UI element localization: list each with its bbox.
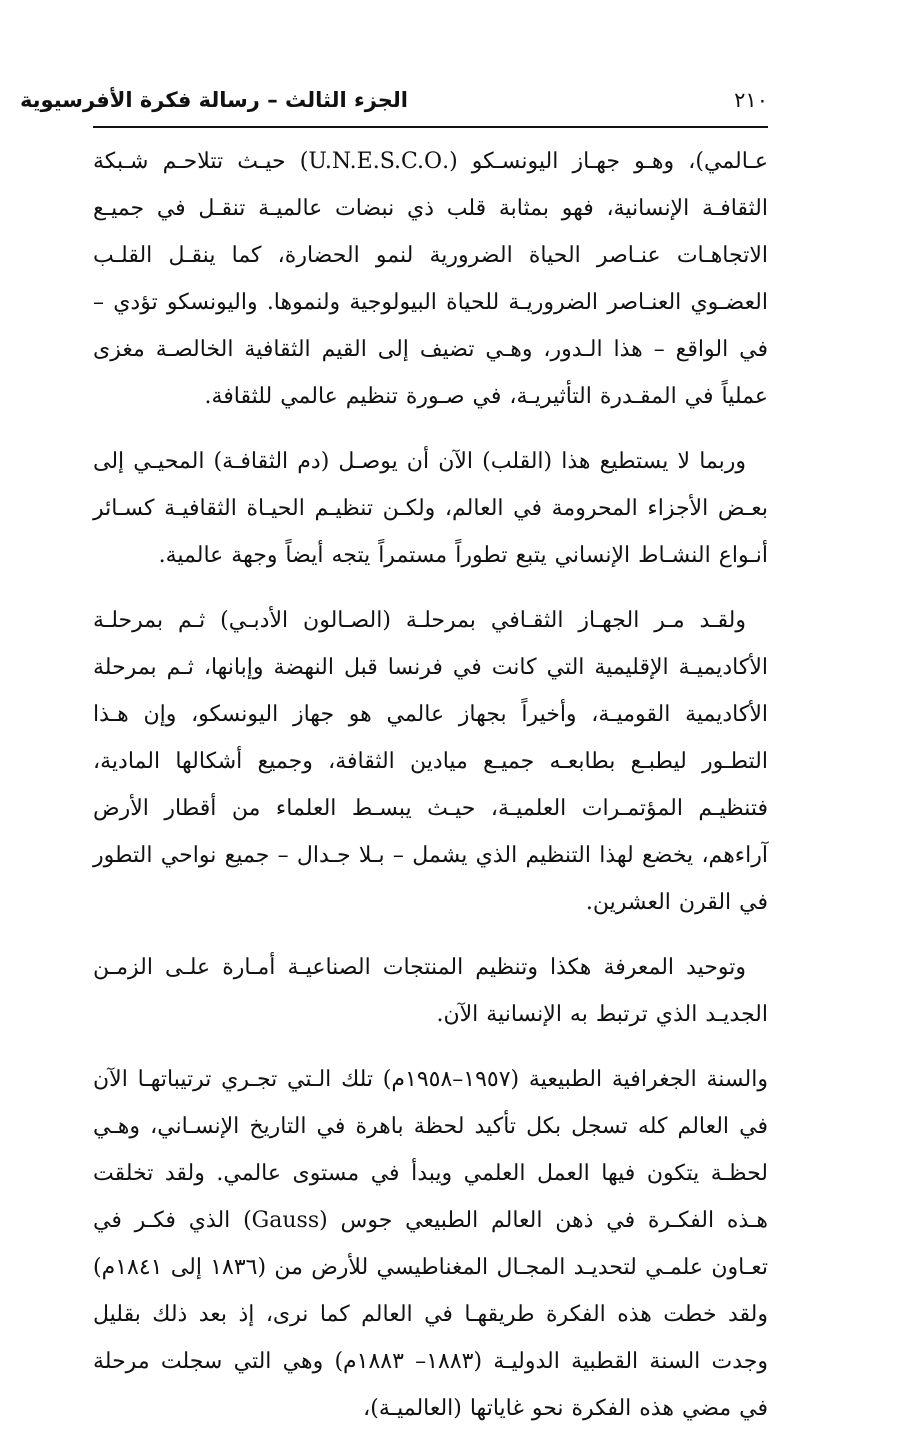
running-title: الجزء الثالث – رسالة فكرة الأفرسيوية [19, 88, 408, 112]
page-header [19, 86, 768, 128]
paragraph-3: ولقـد مـر الجهـاز الثقـافي بمرحلـة (الصـالون الأدبـي) ثـم بمرحلـة الأكاديميـة الإقليمية التي كانت في فرنسا قبل النهضة وإبانها، ثـم بمرحلة الأكاديمية القوميـة، وأخيراً بجهاز عالمي هو جهاز اليونسكو، وإن هـذا التطـور ليطبـع بطابعـه جميـع ميادين الثقافة، وجميع أشكالها المادية، فتنظيـم المؤتمـرات العلميـة، حيـث يبسـط العلماء من أقطار الأرض آراءهم، يخضع لهذا التنظيم الذي يشمل – بـلا جـدال – جميع نواحي التطور في القرن العشرين. [93, 608, 768, 915]
body-text [93, 138, 768, 1450]
page-number: ٢١٠ [734, 88, 768, 112]
paragraph-5: والسنة الجغرافية الطبيعية (١٩٥٧–١٩٥٨م) تلك الـتي تجـري ترتيباتهـا الآن في العالم كله تسجل بكل تأكيد لحظة باهرة في التاريخ الإنسـاني، وهـي لحظـة يتكون فيها العمل العلمي ويبدأ في مستوى عالمي. ولقد تخلقت هـذه الفكـرة في ذهن العالم الطبيعي جوس (Gauss) الذي فكـر في تعـاون علمـي لتحديـد المجـال المغناطيسي للأرض من (١٨٣٦ إلى ١٨٤١م) ولقد خطت هذه الفكرة طريقهـا في العالم كما نرى، إذ بعد ذلك بقليل وجدت السنة القطبية الدوليـة (١٨٨٣– ١٨٨٣م) وهي التي سجلت مرحلة في مضي هذه الفكرة نحو غاياتها (العالميـة)، [93, 1067, 769, 1421]
paragraph-4: وتوحيد المعرفة هكذا وتنظيم المنتجات الصناعيـة أمـارة علـى الزمـن الجديـد الذي ترتبط به الإنسانية الآن. [93, 955, 768, 1027]
paragraph-2: وربما لا يستطيع هذا (القلب) الآن أن يوصـل (دم الثقافـة) المحيـي إلى بعـض الأجزاء المحرومة في العالم، ولكـن تنظيـم الحيـاة الثقافيـة كسـائر أنـواع النشـاط الإنساني يتبع تطوراً مستمراً يتجه أيضاً وجهة عالمية. [93, 449, 768, 568]
paragraph-1: عـالمي)، وهـو جهـاز اليونسـكو (.U.N.E.S.C.O) حيـث تتلاحـم شـبكة الثقافـة الإنسانية، فهو بمثابة قلب ذي نبضات عالميـة تنقـل في جميـع الاتجاهـات عنـاصر الحياة الضرورية لنمو الحضارة، كما ينقـل القلـب العضـوي العنـاصر الضروريـة للحياة البيولوجية ولنموها. واليونسكو تؤدي – في الواقع – هذا الـدور، وهـي تضيف إلى القيم الثقافية الخالصـة مغزى عملياً في المقـدرة التأثيريـة، في صـورة تنظيم عالمي للثقافة. [93, 149, 769, 409]
